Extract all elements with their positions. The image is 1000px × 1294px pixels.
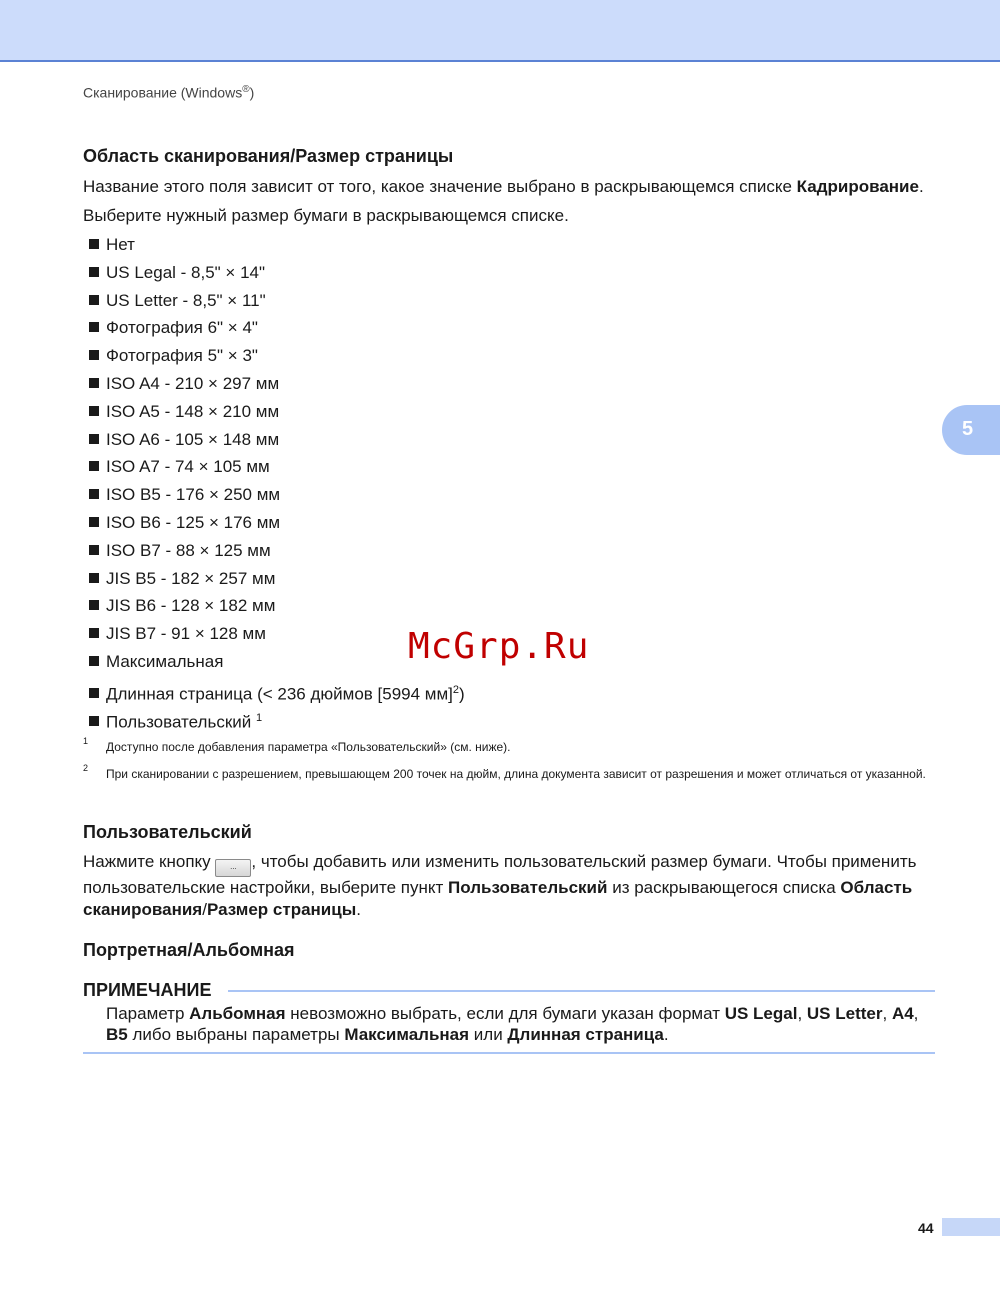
note-divider-top [228, 990, 935, 992]
intro-end: . [918, 177, 924, 196]
square-bullet-icon [89, 600, 99, 610]
custom-text: , чтобы добавить или изменить пользовательский размер бумаги. Чтобы применить пользовательские настройки, выберите пункт [83, 852, 917, 897]
list-item-label: ISO A5 - 148 × 210 мм [106, 401, 280, 421]
note-text: , [797, 1004, 807, 1023]
note-bold: Альбомная [189, 1004, 286, 1023]
list-item-label: ISO B6 - 125 × 176 мм [106, 512, 281, 532]
list-item-label: Длинная страница (< 236 дюймов [5994 мм] [106, 684, 453, 704]
list-item [89, 567, 465, 595]
footnote-ref: 2 [452, 683, 460, 696]
note-bold: US Letter [806, 1004, 883, 1023]
square-bullet-icon [89, 489, 99, 499]
square-bullet-icon [89, 350, 99, 360]
note-text: Параметр [106, 1004, 190, 1023]
list-item [89, 316, 465, 344]
custom-bold: Область сканирования [83, 878, 913, 919]
list-item-label: ISO B5 - 176 × 250 мм [106, 485, 281, 505]
square-bullet-icon [89, 434, 99, 444]
list-item-label: ISO A4 - 210 × 297 мм [106, 373, 280, 393]
custom-text: Нажмите кнопку [83, 852, 216, 871]
square-bullet-icon [89, 239, 99, 249]
list-item [89, 372, 465, 400]
list-item [89, 428, 465, 456]
list-item-label: ISO A6 - 105 × 148 мм [106, 429, 280, 449]
footnote-number: 2 [83, 763, 89, 773]
scan-area-instruction: Выберите нужный размер бумаги в раскрывающемся списке. [83, 206, 569, 225]
intro-bold: Кадрирование [796, 177, 919, 196]
page-tab-marker [942, 1218, 1000, 1236]
list-item-close: ) [459, 684, 465, 704]
note-bold: A4 [891, 1004, 914, 1023]
square-bullet-icon [89, 628, 99, 638]
list-item [89, 483, 465, 511]
square-bullet-icon [89, 267, 99, 277]
chapter-number: 5 [962, 418, 974, 440]
note-text: либо выбраны параметры [127, 1025, 345, 1044]
running-header-close: ) [249, 84, 255, 101]
custom-heading: Пользовательский [83, 822, 252, 842]
list-item [89, 261, 465, 289]
footnote-ref: 1 [255, 711, 263, 724]
list-item-label: Максимальная [106, 651, 224, 671]
browse-button-icon: ... [215, 859, 251, 877]
custom-paragraph [83, 851, 943, 921]
list-item-label: JIS B7 - 91 × 128 мм [106, 624, 266, 644]
intro-text: Название этого поля зависит от того, какое значение выбрано в раскрывающемся списке [83, 177, 797, 196]
orientation-heading: Портретная/Альбомная [83, 940, 295, 960]
footnote-2 [83, 763, 933, 782]
scan-area-intro [83, 176, 943, 198]
note-text: , [882, 1004, 892, 1023]
watermark: McGrp.Ru [408, 626, 590, 667]
square-bullet-icon [89, 545, 99, 555]
square-bullet-icon [89, 295, 99, 305]
top-header-band [0, 0, 1000, 62]
list-item-label: ISO B7 - 88 × 125 мм [106, 540, 271, 560]
note-bold: Максимальная [344, 1025, 470, 1044]
note-text: или [469, 1025, 508, 1044]
square-bullet-icon [89, 461, 99, 471]
footnote-text: При сканировании с разрешением, превышающем 200 точек на дюйм, длина документа зависит от разрешения и может отличаться от указанной. [106, 767, 926, 781]
square-bullet-icon [89, 517, 99, 527]
square-bullet-icon [89, 688, 99, 698]
note-divider-bottom [83, 1052, 935, 1054]
running-header-text: Сканирование (Windows [83, 84, 243, 101]
custom-text: . [356, 900, 361, 919]
list-item [89, 594, 465, 622]
note-bold: US Legal [724, 1004, 798, 1023]
registered-mark: ® [242, 84, 250, 95]
list-item [89, 289, 465, 317]
list-item [89, 511, 465, 539]
list-item [89, 455, 465, 483]
note-bold: Длинная страница [507, 1025, 664, 1044]
list-item-label: US Legal - 8,5" × 14" [106, 262, 266, 282]
custom-text: / [202, 900, 207, 919]
list-item [89, 678, 465, 706]
custom-bold: Пользовательский [448, 878, 608, 897]
list-item [89, 233, 465, 261]
chapter-tab [942, 405, 1000, 455]
running-header [83, 84, 254, 101]
list-item-label: Пользовательский [106, 712, 252, 732]
custom-text: из раскрывающегося списка [607, 878, 841, 897]
note-title: ПРИМЕЧАНИЕ [83, 980, 212, 1000]
list-item-label: Фотография 6" × 4" [106, 318, 258, 338]
list-item-label: ISO A7 - 74 × 105 мм [106, 457, 270, 477]
scan-area-heading: Область сканирования/Размер страницы [83, 146, 454, 166]
square-bullet-icon [89, 573, 99, 583]
list-item-label: Нет [106, 235, 135, 254]
list-item-label: JIS B5 - 182 × 257 мм [106, 568, 276, 588]
note-body [106, 1003, 936, 1045]
square-bullet-icon [89, 378, 99, 388]
note-text: , [913, 1004, 919, 1023]
square-bullet-icon [89, 656, 99, 666]
list-item-label: US Letter - 8,5" × 11" [106, 290, 266, 310]
footnote-1 [83, 736, 933, 755]
list-item [89, 539, 465, 567]
square-bullet-icon [89, 322, 99, 332]
note-bold: B5 [106, 1025, 128, 1044]
custom-bold: Размер страницы [206, 900, 357, 919]
footnote-number: 1 [83, 736, 89, 746]
note-text: невозможно выбрать, если для бумаги указан формат [285, 1004, 725, 1023]
list-item [89, 706, 465, 734]
square-bullet-icon [89, 406, 99, 416]
note-text: . [663, 1025, 669, 1044]
page-number: 44 [918, 1220, 934, 1236]
list-item-label: JIS B6 - 128 × 182 мм [106, 596, 276, 616]
square-bullet-icon [89, 716, 99, 726]
list-item [89, 400, 465, 428]
footnote-text: Доступно после добавления параметра «Пользовательский» (см. ниже). [106, 740, 511, 754]
list-item [89, 344, 465, 372]
list-item-label: Фотография 5" × 3" [106, 346, 258, 366]
